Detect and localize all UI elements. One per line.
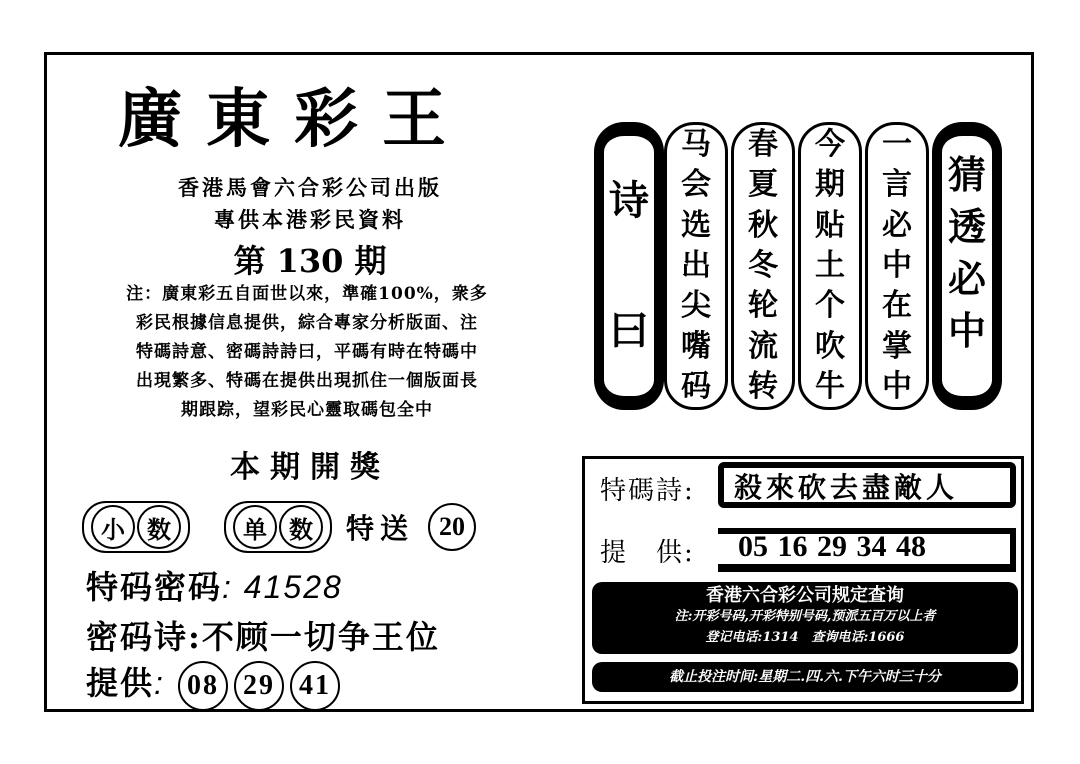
scroll-char: 会 [681, 167, 711, 203]
secret-code-value: : 41528 [222, 569, 343, 605]
scroll-char: 今 [815, 127, 845, 163]
scroll-char: 中 [882, 247, 912, 283]
scroll-line-1 [664, 122, 728, 410]
provide-numbers [178, 661, 340, 711]
scroll-char: 转 [748, 368, 778, 404]
scroll-char: 流 [748, 328, 778, 364]
page-title: 廣東彩王 [118, 82, 470, 157]
size-hint-pill [82, 501, 190, 553]
secret-poem-line [86, 612, 440, 658]
draw-heading: 本期開獎 [230, 450, 390, 485]
scroll-char: 掌 [882, 328, 912, 364]
scroll-char: 选 [681, 207, 711, 243]
scroll-char: 必 [882, 207, 912, 243]
secret-code-line [86, 562, 343, 608]
note-line: 出現繁多、特碼在提供出現抓住一個版面長 [136, 371, 478, 391]
parity-hint-char: 单 [233, 505, 277, 549]
note-line: 期跟踪，望彩民心靈取碼包全中 [181, 400, 433, 420]
hint-row [82, 503, 476, 551]
scroll-poem-heading [594, 122, 664, 410]
scroll-char: 冬 [748, 247, 778, 283]
scroll-char: 在 [882, 288, 912, 324]
right-provide-value: 05 16 29 34 48 [738, 530, 926, 563]
secret-poem-label: 密码诗 [86, 618, 189, 656]
special-poem-value: 殺來砍去盡敵人 [734, 471, 959, 504]
scroll-char: 吹 [815, 328, 845, 364]
scroll-guess-heading [932, 122, 1002, 410]
scroll-char: 牛 [815, 368, 845, 404]
scroll-char: 春 [748, 127, 778, 163]
provide-number: 41 [290, 661, 340, 711]
deadline-banner: 截止投注时间:星期二.四.六.下午六时三十分 [592, 662, 1018, 692]
note-line: 注：廣東彩五自面世以來，準確100%，衆多 [126, 284, 488, 304]
rules-line: 注:开彩号码,开彩特别号码,预派五百万以上者 [674, 609, 936, 624]
scroll-char: 嘴 [681, 328, 711, 364]
secret-code-label: 特码密码 [86, 568, 223, 606]
provide-label: 提供 [86, 664, 155, 702]
special-poem-label: 特碼詩: [600, 476, 695, 506]
scroll-char: 诗 [609, 177, 649, 224]
rules-phone-line: 登记电话:1314 查询电话:1666 [705, 630, 905, 645]
scroll-char: 尖 [681, 288, 711, 324]
subtitle-audience: 專供本港彩民資料 [214, 207, 406, 232]
size-hint-char: 数 [137, 505, 181, 549]
scroll-line-2 [731, 122, 795, 410]
scroll-char: 一 [882, 127, 912, 163]
right-provide-label: 提 供: [600, 538, 695, 568]
scroll-char: 中 [882, 368, 912, 404]
issue-number: 第 130 期 [233, 242, 387, 280]
provide-line [86, 658, 340, 711]
provide-number: 08 [178, 661, 228, 711]
rules-title: 香港六合彩公司规定查询 [706, 585, 904, 606]
scroll-char: 码 [681, 368, 711, 404]
provide-colon: : [154, 665, 165, 701]
scroll-char: 中 [947, 308, 986, 353]
scroll-char: 期 [815, 167, 845, 203]
secret-poem-value: :不顾一切争王位 [188, 618, 440, 656]
subtitle-publisher: 香港馬會六合彩公司出版 [178, 175, 442, 200]
size-hint-char: 小 [91, 505, 135, 549]
scroll-line-4 [865, 122, 929, 410]
scroll-char: 透 [947, 204, 986, 249]
scroll-char: 夏 [748, 167, 778, 203]
scroll-char: 必 [947, 256, 986, 301]
scroll-char: 曰 [609, 307, 649, 354]
note-line: 特碼詩意、密碼詩詩曰，平碼有時在特碼中 [136, 342, 478, 362]
scroll-char: 个 [815, 288, 845, 324]
special-number: 20 [428, 503, 476, 551]
special-label: 特送 [346, 512, 415, 545]
scroll-char: 土 [815, 247, 845, 283]
scroll-char: 轮 [748, 288, 778, 324]
provide-number: 29 [234, 661, 284, 711]
scroll-char: 贴 [815, 207, 845, 243]
rules-banner [592, 582, 1018, 654]
parity-hint-char: 数 [279, 505, 323, 549]
scroll-char: 猜 [947, 152, 986, 197]
scroll-char: 秋 [748, 207, 778, 243]
note-paragraph [72, 280, 542, 425]
parity-hint-pill [224, 501, 332, 553]
scroll-char: 言 [882, 167, 912, 203]
scroll-char: 出 [681, 247, 711, 283]
note-line: 彩民根據信息提供，綜合專家分析版面、注 [136, 313, 478, 333]
scroll-line-3 [798, 122, 862, 410]
scroll-char: 马 [681, 127, 711, 163]
